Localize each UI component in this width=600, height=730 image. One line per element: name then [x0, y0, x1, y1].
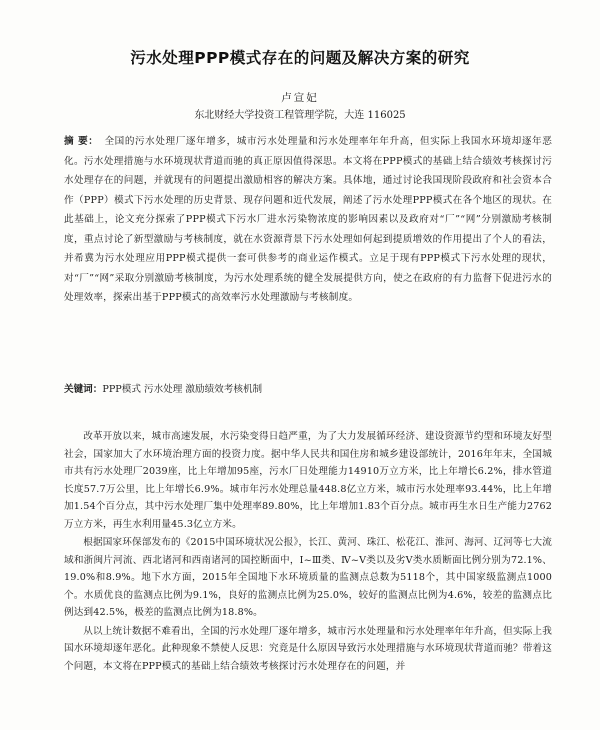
page-title: 污水处理PPP模式存在的问题及解决方案的研究: [130, 49, 470, 67]
abstract-text: 全国的污水处理厂逐年增多，城市污水处理量和污水处理率年年升高，但实际上我国水环境却逐年恶化。污水处理措施与水环境现状背道而驰的真正原因值得深思。本文将在PPP模式的基础上结合绩效考核探讨污水处理存在的问题，并就现有的问题提出激励相容的解决方案。具体地，通过讨论我国现阶段政府和社会资本合作（PPP）模式下污水处理的历史背景、现存问题和近代发展，阐述了污水处理PPP模式在各个地区的现状。在此基础上，论文充分探索了PPP模式下污水厂进水污染物浓度的影响因素以及政府对“厂”“网”分别激励考核制度，重点讨论了新型激励与考核制度，就在水资源背景下污水处理如何起到提质增效的作用提出了个人的看法，并希冀为污水处理应用PPP模式提供一套可供参考的商业运作模式。立足于现有PPP模式下污水处理的现状，对“厂”“网”采取分别激励考核制度，为污水处理系统的健全发展提供方向，使之在政府的有力监督下促进污水的处理效率，探索出基于PPP模式的高效率污水处理激励与考核制度。: [64, 136, 552, 303]
abstract-label: 摘 要：: [64, 136, 99, 147]
body-paragraph: 改革开放以来，城市高速发展，水污染变得日趋严重，为了大力发展循环经济、建设资源节约型和环境友好型社会，国家加大了水环境治理方面的投资力度。据中华人民共和国住房和城乡建设部统计，2016年年末，全国城市共有污水处理厂2039座，比上年增加95座，污水厂日处理能力14910万立方米，比上年增长6.2%，排水管道长度57.7万公里，比上年增长6.9%。城市年污水处理总量448.8亿立方米，城市污水处理率93.44%，比上年增加1.54个百分点，其中污水处理厂集中处理率89.80%，比上年增加1.83个百分点。城市再生水日生产能力2762万立方米，再生水利用量45.3亿立方米。: [64, 431, 552, 530]
abstract: [64, 132, 552, 308]
keywords: [64, 381, 552, 395]
keywords-label: 关键词：: [64, 384, 103, 395]
body-paragraph: 从以上统计数据不难看出，全国的污水处理厂逐年增多，城市污水处理量和污水处理率年年升高，但实际上我国水环境却逐年恶化。此种现象不禁使人反思：究竟是什么原因导致污水处理措施与水环境现状背道而驰？带着这个问题，本文将在PPP模式的基础上结合绩效考核探讨污水处理存在的问题，并: [64, 625, 552, 672]
affiliation: 东北财经大学投资工程管理学院，大连 116025: [194, 110, 406, 121]
body-paragraph: 根据国家环保部发布的《2015中国环境状况公报》，长江、黄河、珠江、松花江、淮河、海河、辽河等七大流域和浙闽片河流、西北诸河和西南诸河的国控断面中，Ⅰ~Ⅲ类、Ⅳ~Ⅴ类以及劣Ⅴ类水质断面比例分别为72.1%、19.0%和8.9%。地下水方面，2015年全国地下水环境质量的监测点总数为5118个，其中国家级监测点1000个。水质优良的监测点比例为9.1%，良好的监测点比例为25.0%，较好的监测点比例为4.6%，较差的监测点比例达到42.5%，极差的监测点比例为18.8%。: [64, 537, 552, 618]
keywords-text: PPP模式 污水处理 激励绩效考核机制: [102, 384, 263, 395]
body-text: [64, 428, 552, 675]
author: 卢宣妃: [281, 92, 319, 104]
